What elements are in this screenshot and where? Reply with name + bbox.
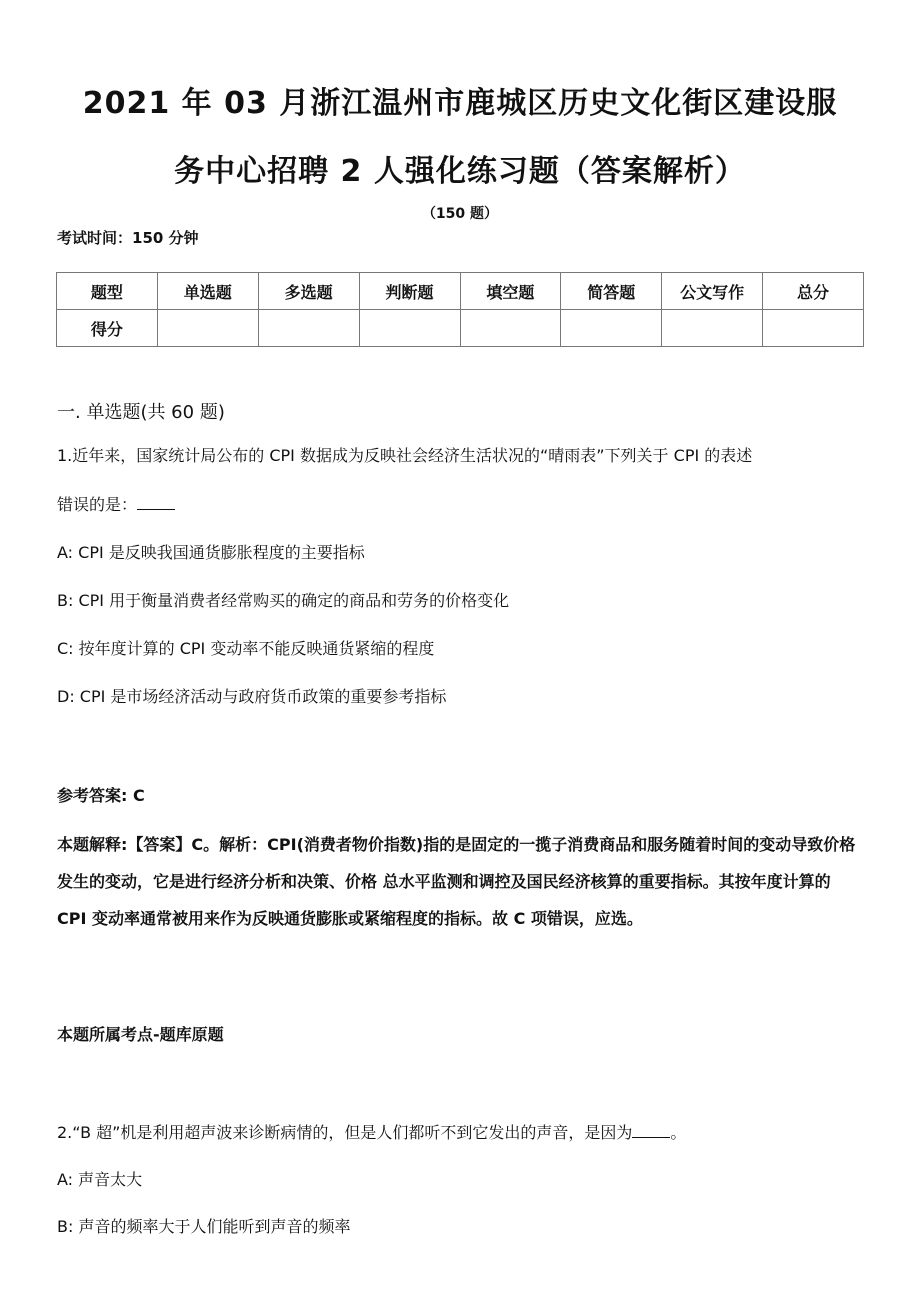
- q1-stem-line-2: [57, 492, 175, 515]
- header-cell: 总分: [763, 273, 864, 310]
- score-table: [56, 272, 864, 347]
- header-cell: 简答题: [561, 273, 662, 310]
- title-line-2: 务中心招聘 2 人强化练习题（答案解析）: [174, 154, 746, 189]
- header-cell: 填空题: [460, 273, 561, 310]
- q1-option-d: D: CPI 是市场经济活动与政府货币政策的重要参考指标: [57, 687, 447, 706]
- score-table-header-row: [57, 273, 864, 310]
- header-cell: 公文写作: [662, 273, 763, 310]
- score-cell: [460, 310, 561, 347]
- section-title: 一. 单选题(共 60 题): [57, 402, 225, 423]
- header-cell: 多选题: [258, 273, 359, 310]
- score-table-score-row: [57, 310, 864, 347]
- q2-stem-end: 。: [670, 1123, 687, 1142]
- q2-option-a: A: 声音太大: [57, 1170, 143, 1189]
- q1-option-c: C: 按年度计算的 CPI 变动率不能反映通货紧缩的程度: [57, 639, 435, 658]
- score-cell: [662, 310, 763, 347]
- header-cell: 单选题: [157, 273, 258, 310]
- q1-option-a: A: CPI 是反映我国通货膨胀程度的主要指标: [57, 543, 365, 562]
- score-cell: [561, 310, 662, 347]
- q1-stem-text: 错误的是：: [57, 495, 138, 514]
- score-cell: [157, 310, 258, 347]
- q2-stem-text: 2.“B 超”机是利用超声波来诊断病情的，但是人们都听不到它发出的声音，是因为: [57, 1123, 633, 1142]
- q1-answer: 参考答案: C: [57, 786, 145, 805]
- answer-blank: [632, 1123, 670, 1138]
- score-cell: [359, 310, 460, 347]
- row-label: 得分: [57, 310, 158, 347]
- q1-explanation: 本题解释:【答案】C。解析：CPI(消费者物价指数)指的是固定的一揽子消费商品和服务随着时间的变动导致价格发生的变动，它是进行经济分析和决策、价格 总水平监测和调控及国民经济核算的重要指标。其按年度计算的 CPI 变动率通常被用来作为反映通货膨胀或紧缩程度的指标。故 C 项错误，应选。: [57, 835, 856, 928]
- title-line-1: 2021 年 03 月浙江温州市鹿城区历史文化街区建设服: [82, 86, 838, 121]
- q1-option-b: B: CPI 用于衡量消费者经常购买的确定的商品和劳务的价格变化: [57, 591, 510, 610]
- q1-category: 本题所属考点-题库原题: [57, 1025, 224, 1044]
- score-cell: [763, 310, 864, 347]
- answer-blank: [137, 495, 175, 510]
- header-cell: 题型: [57, 273, 158, 310]
- question-count: （150 题）: [421, 206, 499, 222]
- exam-time: 考试时间：150 分钟: [57, 229, 199, 247]
- score-cell: [258, 310, 359, 347]
- header-cell: 判断题: [359, 273, 460, 310]
- q1-stem-line-1: 1.近年来，国家统计局公布的 CPI 数据成为反映社会经济生活状况的“晴雨表”下列关于 CPI 的表述: [57, 446, 753, 465]
- q2-option-b: B: 声音的频率大于人们能听到声音的频率: [57, 1217, 351, 1236]
- q2-stem: [57, 1120, 686, 1143]
